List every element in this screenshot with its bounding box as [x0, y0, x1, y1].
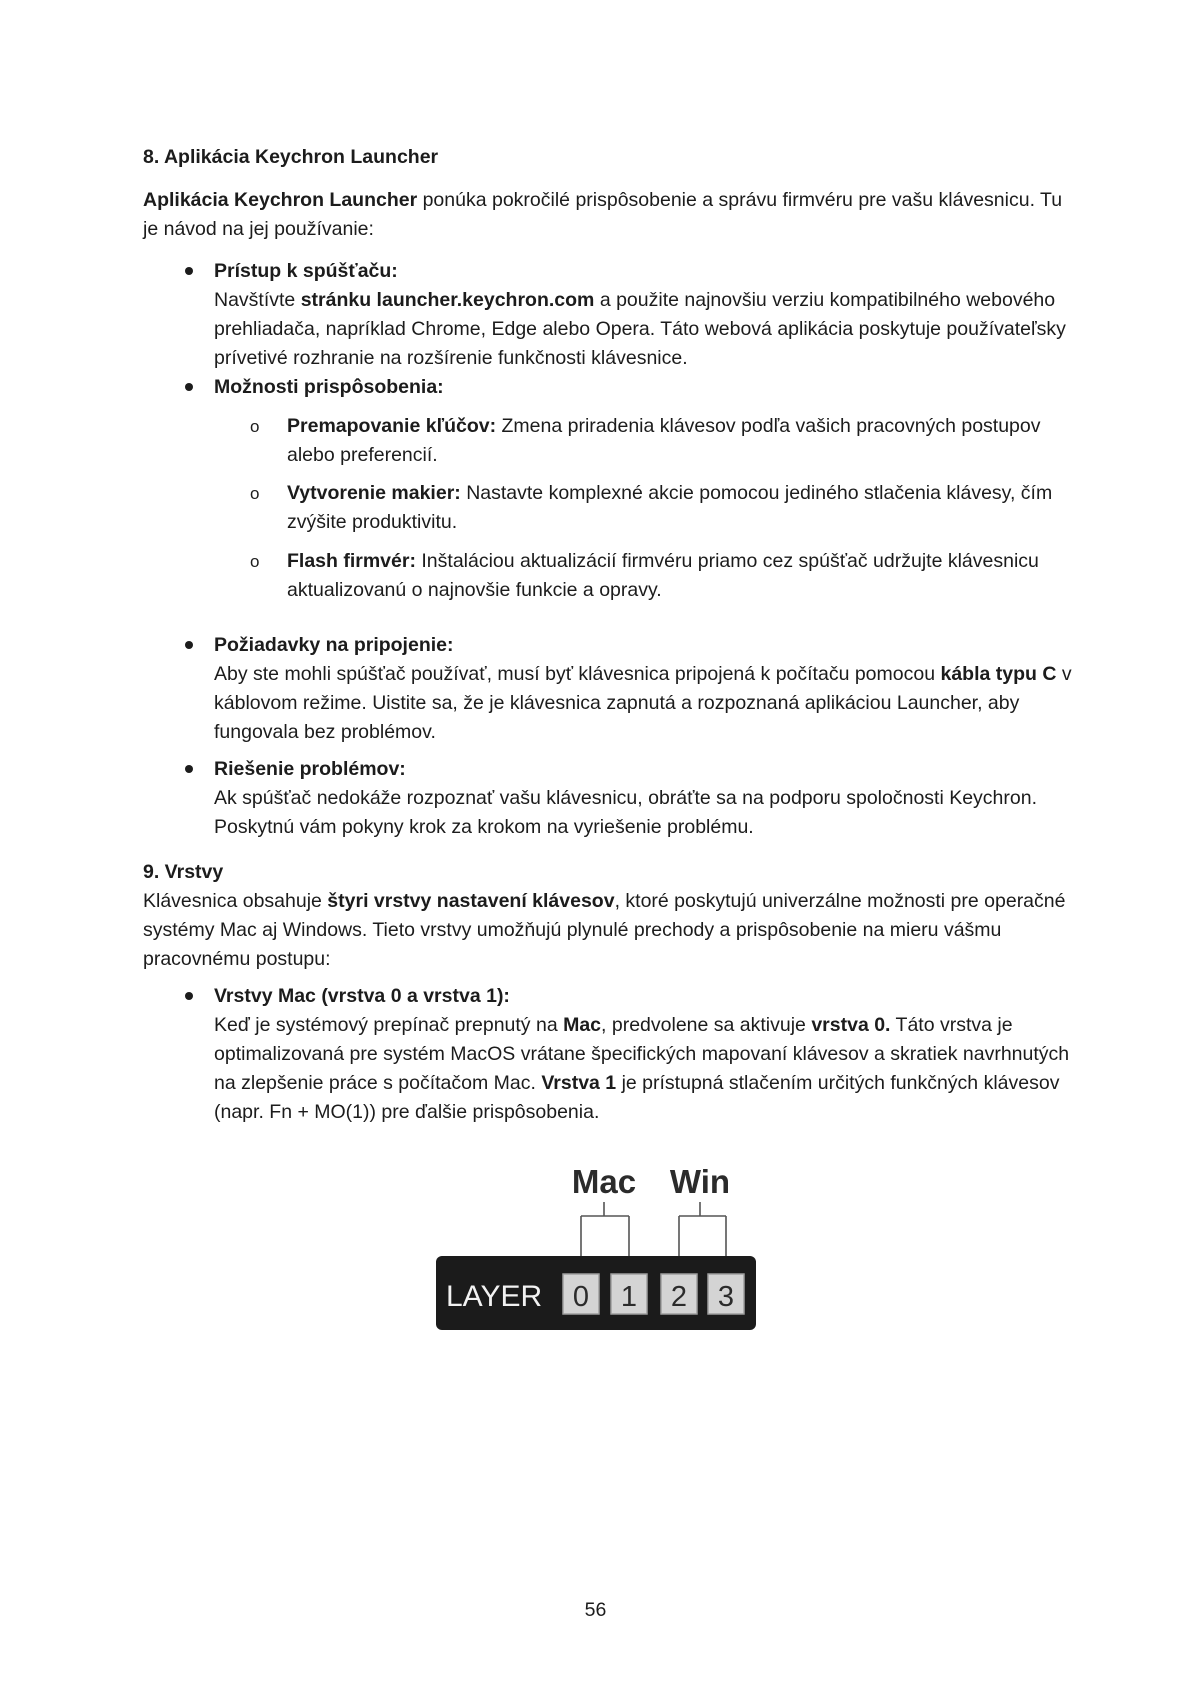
- text-run: Klávesnica obsahuje: [143, 890, 328, 912]
- text-run: vrstva 0.: [811, 1014, 891, 1036]
- layer-key-2-label: 2: [670, 1281, 688, 1313]
- sublist-item-flash-firmware: [287, 547, 1077, 605]
- text-run: Navštívte: [214, 289, 301, 311]
- layer-label: LAYER: [446, 1280, 543, 1313]
- text-run: ponúka pokročilé prispôsobenie a správu firmvéru pre vašu klávesnicu. Tu je návod na jej používanie:: [143, 189, 1063, 240]
- list-item-title: Prístup k spúšťaču:: [214, 260, 398, 282]
- text-run: Keď je systémový prepínač prepnutý na: [214, 1014, 564, 1036]
- circle-bullet-icon: o: [250, 552, 260, 571]
- page-number: 56: [584, 1599, 607, 1621]
- circle-bullet-icon: o: [250, 417, 260, 436]
- sublist-item-title: Flash firmvér:: [287, 550, 416, 572]
- text-run: Vrstva 1: [541, 1072, 617, 1094]
- list-item-connection-requirements: [214, 631, 1074, 747]
- mac-label: Mac: [571, 1163, 637, 1200]
- bullet-icon: [182, 989, 196, 1003]
- section-9-heading: 9. Vrstvy: [143, 861, 224, 883]
- list-item-launcher-access: [214, 257, 1074, 373]
- list-item-body: [214, 286, 1074, 373]
- text-run: kábla typu C: [940, 663, 1057, 685]
- bullet-icon: [182, 762, 196, 776]
- sublist-item-key-remap: [287, 412, 1077, 470]
- layer-key-0-label: 0: [572, 1281, 590, 1313]
- list-item-customization-title: [214, 373, 1074, 402]
- text-run: je prístupná stlačením určitých funkčných klávesov (napr. Fn + MO(1)) pre ďalšie prispôsobenia.: [214, 1072, 1060, 1123]
- section-8-heading: 8. Aplikácia Keychron Launcher: [143, 146, 439, 168]
- text-run: Aby ste mohli spúšťač používať, musí byť klávesnica pripojená k počítaču pomocou: [214, 663, 941, 685]
- sublist-item-text: Zmena priradenia klávesov podľa vašich pracovných postupov alebo preferencií.: [287, 415, 1041, 466]
- text-run: v káblovom režime. Uistite sa, že je klávesnica zapnutá a rozpoznaná aplikáciou Launcher, aby fungovala bez problémov.: [214, 663, 1072, 743]
- text-run: Táto vrstva je optimalizovaná pre systém MacOS vrátane špecifických mapovaní klávesov a skratiek navrhnutých na zlepšenie práce s počítačom Mac.: [214, 1014, 1070, 1094]
- list-item-troubleshooting: [214, 755, 1074, 842]
- sublist-item-title: Premapovanie kľúčov:: [287, 415, 497, 437]
- section-9-intro: [143, 887, 1073, 974]
- text-run: stránku launcher.keychron.com: [300, 289, 595, 311]
- text-run: Mac: [563, 1014, 602, 1036]
- text-run: Ak spúšťač nedokáže rozpoznať vašu klávesnicu, obráťte sa na podporu spoločnosti Keychron. Poskytnú vám pokyny krok za krokom na vyriešenie problému.: [214, 787, 1038, 838]
- list-item-title: Riešenie problémov:: [214, 758, 406, 780]
- bullet-icon: [182, 380, 196, 394]
- layer-key-3-label: 3: [717, 1281, 735, 1313]
- list-item-title: Požiadavky na pripojenie:: [214, 634, 454, 656]
- text-run: a použite najnovšiu verziu kompatibilného webového prehliadača, napríklad Chrome, Edge alebo Opera. Táto webová aplikácia poskytuje používateľsky prívetivé rozhranie na rozšírenie funkčnosti klávesnice.: [214, 289, 1066, 369]
- text-run: štyri vrstvy nastavení klávesov: [327, 890, 615, 912]
- list-item-body: [214, 784, 1074, 842]
- bracket-lines: [581, 1202, 726, 1256]
- section-8-intro: [143, 186, 1073, 244]
- layer-switch-diagram: [436, 1148, 766, 1338]
- sublist-item-text: Inštaláciou aktualizácií firmvéru priamo cez spúšťač udržujte klávesnicu aktualizovanú o najnovšie funkcie a opravy.: [287, 550, 1039, 601]
- sublist-item-macros: [287, 479, 1077, 537]
- layer-key-1-label: 1: [620, 1281, 638, 1313]
- list-item-title: Možnosti prispôsobenia:: [214, 376, 444, 398]
- text-run: , ktoré poskytujú univerzálne možnosti pre operačné systémy Mac aj Windows. Tieto vrstvy umožňujú plynulé prechody a prispôsobenie na mieru vášmu pracovnému postupu:: [143, 890, 1066, 970]
- list-item-mac-layers: [214, 982, 1074, 1127]
- list-item-body: [214, 660, 1074, 747]
- win-label: Win: [669, 1163, 731, 1200]
- bullet-icon: [182, 638, 196, 652]
- list-item-title: Vrstvy Mac (vrstva 0 a vrstva 1):: [214, 985, 510, 1007]
- sublist-item-text: Nastavte komplexné akcie pomocou jediného stlačenia klávesy, čím zvýšite produktivitu.: [287, 482, 1053, 533]
- text-run: Aplikácia Keychron Launcher: [143, 189, 418, 211]
- text-run: , predvolene sa aktivuje: [601, 1014, 812, 1036]
- sublist-item-title: Vytvorenie makier:: [287, 482, 461, 504]
- list-item-body: [214, 1011, 1074, 1127]
- circle-bullet-icon: o: [250, 484, 260, 503]
- bullet-icon: [182, 264, 196, 278]
